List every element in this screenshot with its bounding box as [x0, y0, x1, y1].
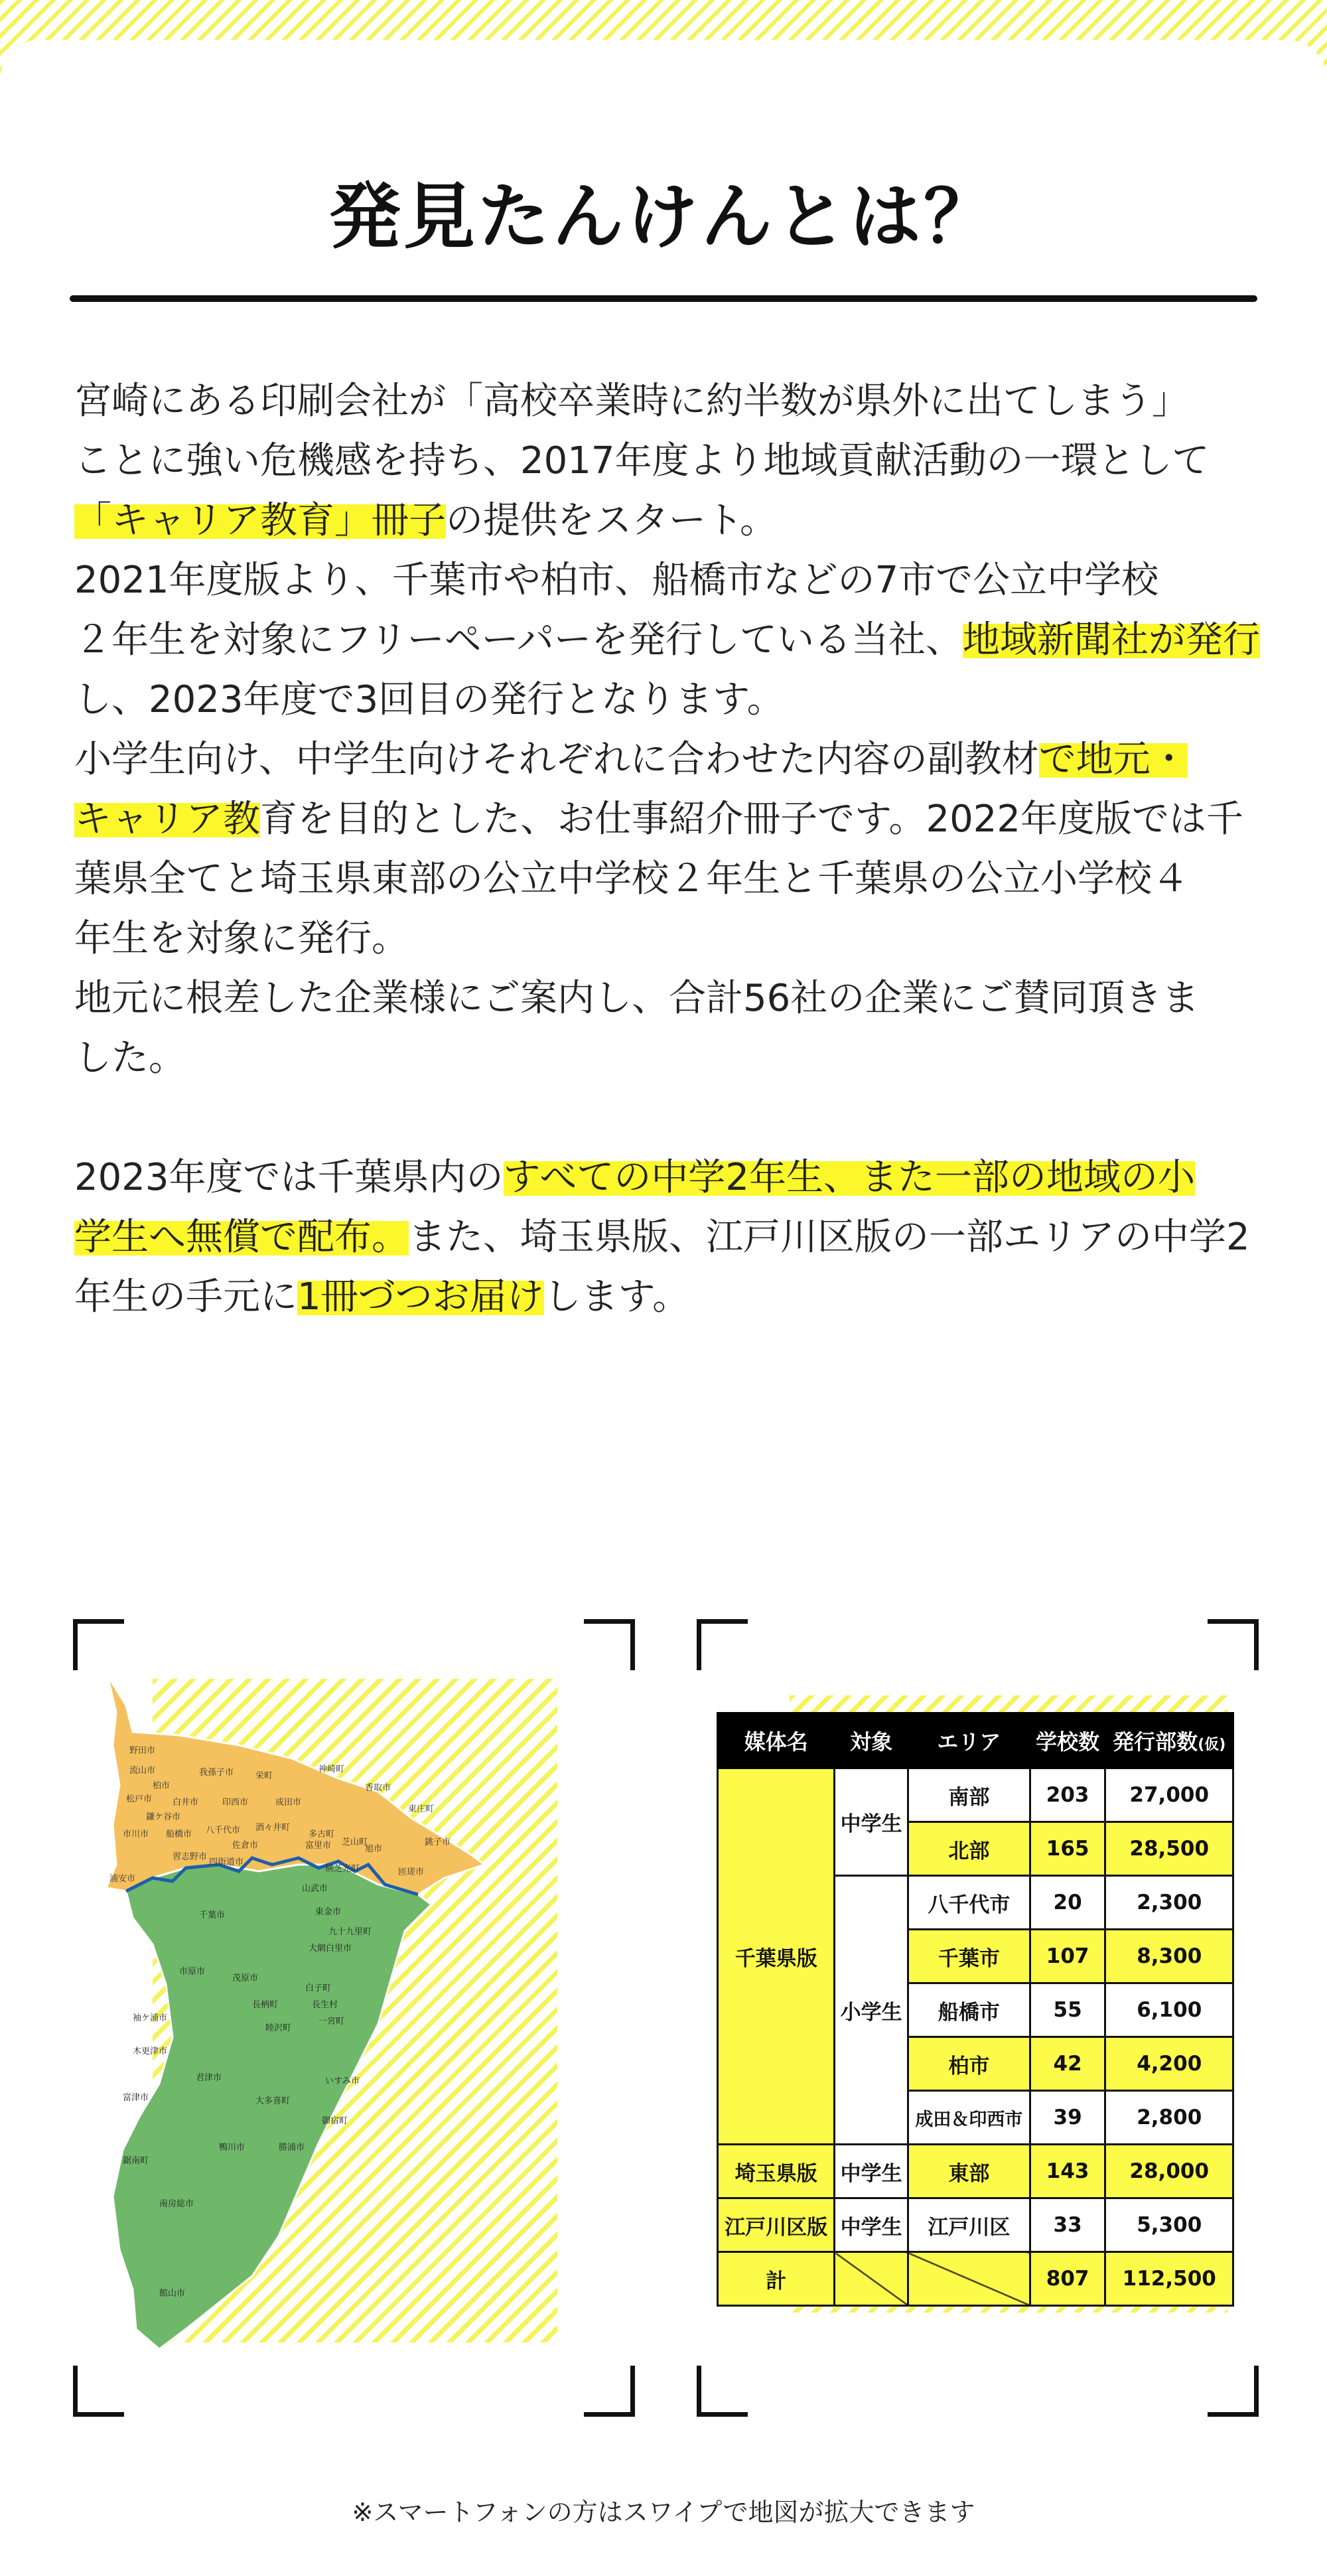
- copies-cell: 28,500: [1105, 1822, 1233, 1876]
- map-city-label: 袖ケ浦市: [133, 2013, 168, 2023]
- title-underline: [70, 295, 1257, 302]
- text-line: キャリア教育を目的とした、お仕事紹介冊子です。2022年度版では千: [74, 798, 1244, 841]
- area-cell: 北部: [908, 1822, 1030, 1876]
- intro-text: [74, 372, 1269, 1327]
- area-cell: 八千代市: [908, 1876, 1030, 1930]
- map-city-label: 大多喜町: [255, 2096, 291, 2106]
- copies-cell: 27,000: [1105, 1768, 1233, 1822]
- copies-cell: 2,800: [1105, 2091, 1233, 2145]
- map-city-label: 睦沢町: [265, 2023, 292, 2033]
- target-jh: 中学生: [835, 1768, 908, 1876]
- map-city-label: 横芝光町: [325, 1864, 360, 1874]
- copies-cell: 6,100: [1105, 1983, 1233, 2037]
- map-city-label: 我孫子市: [199, 1768, 234, 1778]
- map-city-label: 銚子市: [425, 1837, 451, 1847]
- map-city-label: 旭市: [365, 1844, 383, 1854]
- schools-cell: 33: [1030, 2198, 1105, 2252]
- map-city-label: 神崎町: [318, 1764, 345, 1774]
- map-city-label: 鴨川市: [219, 2143, 245, 2153]
- area-cell: 南部: [908, 1768, 1030, 1822]
- map-city-label: 成田市: [275, 1798, 302, 1808]
- map-city-label: 多古町: [309, 1829, 335, 1839]
- media-saitama: 埼玉県版: [718, 2145, 835, 2198]
- map-city-label: 浦安市: [109, 1874, 136, 1884]
- map-city-label: 匝瑳市: [398, 1867, 425, 1877]
- text-line: 宮崎にある印刷会社が「高校卒業時に約半数が県外に出てしまう」: [74, 380, 1189, 423]
- text-line: 小学生向け、中学生向けそれぞれに合わせた内容の副教材で地元・: [74, 738, 1188, 781]
- area-cell: 成田＆印西市: [908, 2091, 1030, 2145]
- map-city-label: 香取市: [365, 1783, 391, 1793]
- copies-cell: 8,300: [1105, 1930, 1233, 1983]
- diagonal-cell: [908, 2252, 1030, 2306]
- corner-bracket: [584, 2366, 635, 2417]
- corner-bracket: [1208, 2366, 1259, 2417]
- text-line: 年生を対象に発行。: [74, 917, 409, 960]
- map-city-label: 白子町: [305, 1983, 332, 1993]
- table-row-total: [718, 2252, 1233, 2306]
- total-copies: 112,500: [1105, 2252, 1233, 2306]
- corner-bracket: [1208, 1619, 1259, 1670]
- map-city-label: 八千代市: [206, 1825, 241, 1835]
- header-schools: 学校数: [1030, 1713, 1105, 1768]
- schools-cell: 107: [1030, 1930, 1105, 1983]
- media-chiba: 千葉県版: [718, 1768, 835, 2145]
- map-city-label: いすみ市: [325, 2076, 360, 2086]
- map-city-label: 木更津市: [133, 2046, 168, 2056]
- text-line: 「キャリア教育」冊子の提供をスタート。: [74, 499, 777, 542]
- map-city-label: 酒々井町: [255, 1823, 291, 1833]
- map-city-label: 南房総市: [159, 2199, 194, 2209]
- diagonal-cell: [835, 2252, 908, 2306]
- map-city-label: 船橋市: [166, 1829, 192, 1839]
- table-row: [718, 2145, 1233, 2198]
- copies-cell: 2,300: [1105, 1876, 1233, 1930]
- header-area: エリア: [908, 1713, 1030, 1768]
- schools-cell: 39: [1030, 2091, 1105, 2145]
- area-cell: 東部: [908, 2145, 1030, 2198]
- map-city-label: 君津市: [196, 2073, 222, 2083]
- text-line: 2023年度では千葉県内のすべての中学2年生、また一部の地域の小: [74, 1156, 1196, 1199]
- text-line: 葉県全てと埼玉県東部の公立中学校２年生と千葉県の公立小学校４: [74, 857, 1189, 900]
- corner-bracket: [73, 2366, 124, 2417]
- schools-cell: 20: [1030, 1876, 1105, 1930]
- text-line: 学生へ無償で配布。また、埼玉県版、江戸川区版の一部エリアの中学2: [74, 1216, 1250, 1259]
- total-schools: 807: [1030, 2252, 1105, 2306]
- map-city-label: 市原市: [179, 1967, 206, 1977]
- map-city-label: 白井市: [173, 1798, 199, 1808]
- chiba-map[interactable]: [100, 1666, 617, 2349]
- schools-cell: 42: [1030, 2037, 1105, 2091]
- map-city-label: 富里市: [305, 1841, 332, 1851]
- text-line: ２年生を対象にフリーペーパーを発行している当社、地域新聞社が発行: [74, 618, 1260, 662]
- corner-bracket: [697, 1619, 748, 1670]
- corner-bracket: [697, 2366, 748, 2417]
- schools-cell: 55: [1030, 1983, 1105, 2037]
- map-city-label: 市川市: [123, 1829, 149, 1839]
- page-title: 発見たんけんとは？: [328, 176, 998, 259]
- map-city-label: 印西市: [222, 1798, 249, 1808]
- map-svg: [100, 1666, 617, 2349]
- map-city-label: 流山市: [129, 1766, 156, 1776]
- map-south-region: [113, 1865, 431, 2349]
- schools-cell: 165: [1030, 1822, 1105, 1876]
- media-edogawa: 江戸川区版: [718, 2198, 835, 2252]
- area-cell: 柏市: [908, 2037, 1030, 2091]
- copies-cell: 5,300: [1105, 2198, 1233, 2252]
- map-city-label: 一宮町: [318, 2017, 345, 2027]
- map-city-label: 東金市: [315, 1907, 342, 1917]
- map-city-label: 富津市: [123, 2093, 149, 2103]
- schools-cell: 143: [1030, 2145, 1105, 2198]
- text-line: 年生の手元に1冊づつお届けします。: [74, 1275, 690, 1319]
- text-line: し、2023年度で3回目の発行となります。: [74, 678, 784, 721]
- map-city-label: 茂原市: [232, 1973, 259, 1983]
- map-city-label: 栄町: [255, 1771, 273, 1781]
- header-media: 媒体名: [718, 1713, 835, 1768]
- map-city-label: 松戸市: [126, 1794, 153, 1804]
- target-jh: 中学生: [835, 2145, 908, 2198]
- header-copies: 発行部数(仮): [1105, 1713, 1233, 1768]
- text-line: 2021年度版より、千葉市や柏市、船橋市などの7市で公立中学校: [74, 559, 1159, 602]
- area-cell: 船橋市: [908, 1983, 1030, 2037]
- text-line: した。: [74, 1037, 186, 1080]
- map-city-label: 長柄町: [252, 2000, 279, 2010]
- map-city-label: 千葉市: [199, 1910, 226, 1920]
- map-city-label: 九十九里町: [328, 1927, 372, 1937]
- map-city-label: 山武市: [302, 1884, 328, 1894]
- footnote: ※スマートフォンの方はスワイプで地図が拡大できます: [352, 2498, 975, 2527]
- schools-cell: 203: [1030, 1768, 1105, 1822]
- distribution-table: [717, 1712, 1234, 2307]
- map-city-label: 野田市: [129, 1746, 156, 1756]
- map-city-label: 鎌ケ谷市: [146, 1812, 181, 1822]
- copies-cell: 28,000: [1105, 2145, 1233, 2198]
- map-city-label: 大網白里市: [309, 1944, 352, 1954]
- total-label: 計: [718, 2252, 835, 2306]
- map-city-label: 勝浦市: [279, 2143, 305, 2153]
- map-city-label: 習志野市: [173, 1852, 208, 1862]
- map-city-label: 柏市: [153, 1781, 171, 1791]
- corner-bracket: [73, 1619, 124, 1670]
- corner-bracket: [584, 1619, 635, 1670]
- map-city-label: 芝山町: [342, 1837, 368, 1847]
- map-city-label: 四街道市: [209, 1857, 244, 1867]
- text-line: ことに強い危機感を持ち、2017年度より地域貢献活動の一環として: [74, 439, 1210, 482]
- map-city-label: 御宿町: [322, 2116, 348, 2126]
- map-city-label: 佐倉市: [232, 1841, 259, 1851]
- target-el: 小学生: [835, 1876, 908, 2145]
- area-cell: 千葉市: [908, 1930, 1030, 1983]
- map-city-label: 館山市: [159, 2289, 186, 2299]
- target-jh: 中学生: [835, 2198, 908, 2252]
- text-line: 地元に根差した企業様にご案内し、合計56社の企業にご賛同頂きま: [74, 977, 1200, 1020]
- area-cell: 江戸川区: [908, 2198, 1030, 2252]
- map-city-label: 東庄町: [408, 1804, 435, 1814]
- map-city-label: 長生村: [312, 2000, 338, 2010]
- table-row: [718, 1768, 1233, 1822]
- map-city-label: 鋸南町: [123, 2156, 149, 2166]
- copies-cell: 4,200: [1105, 2037, 1233, 2091]
- header-target: 対象: [835, 1713, 908, 1768]
- table-row: [718, 2198, 1233, 2252]
- top-wave: [0, 40, 1327, 93]
